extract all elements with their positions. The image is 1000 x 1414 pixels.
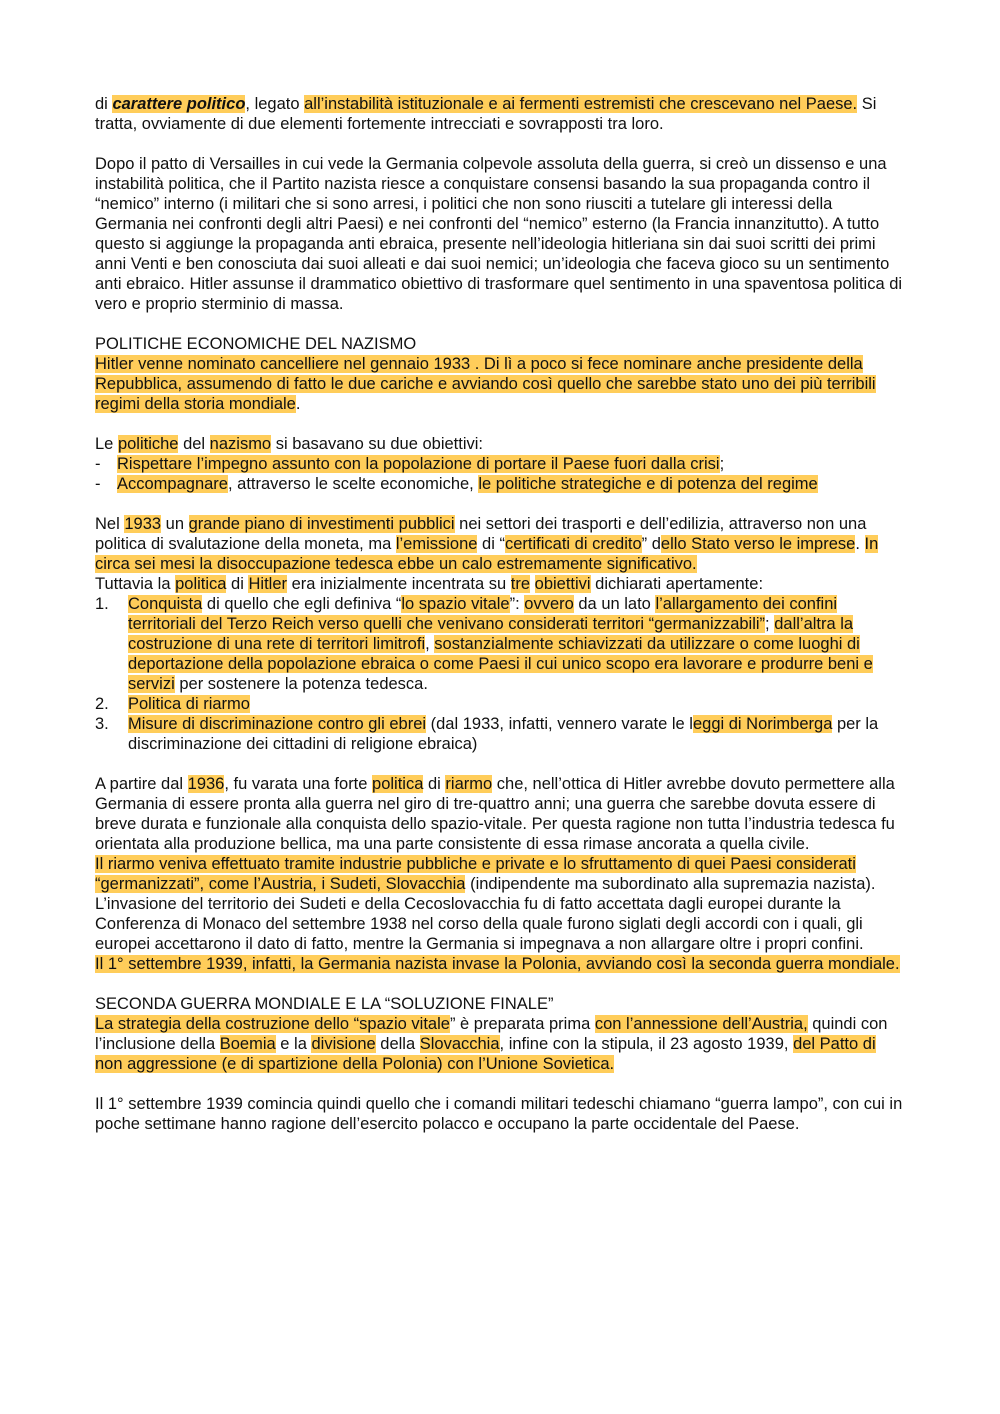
highlighted-text: eggi di Norimberga	[692, 715, 833, 733]
text-run: un	[161, 515, 189, 533]
paragraph-versailles	[95, 154, 907, 314]
highlighted-text: Hitler	[248, 575, 287, 593]
paragraph-three-objectives	[95, 574, 907, 594]
text-run: quindi con l’inclusione della	[95, 1015, 888, 1053]
highlighted-text: In circa sei mesi la disoccupazione tedesca ebbe un calo estremamente significativo.	[95, 535, 879, 573]
highlighted-text: obiettivi	[534, 575, 591, 593]
text-run: di	[423, 775, 446, 793]
list-item-text	[128, 695, 250, 713]
text-run: Il 1° settembre 1939 comincia quindi quello che i comandi militari tedeschi chiamano “guerra lampo”, con cui in poche settimane hanno ragione dell’esercito polacco e occupano la parte occidentale del Paese.	[95, 1095, 903, 1133]
text-run: Si tratta, ovviamente di due elementi fortemente intrecciati e sovrapposti tra loro.	[95, 95, 877, 133]
highlighted-text: Hitler venne nominato cancelliere nel gennaio 1933 . Di lì a poco si fece nominare anche presidente della Repubblica, assumendo di fatto le due cariche e avviando così quello che sarebbe stato uno dei più terribili regimi della storia mondiale	[95, 355, 876, 413]
text-run: ”:	[509, 595, 525, 613]
highlighted-text: carattere politico	[112, 95, 246, 113]
highlighted-text: l’emissione	[395, 535, 478, 553]
text-run: di quello che egli definiva “	[202, 595, 402, 613]
list-item	[95, 454, 907, 474]
text-run: di	[226, 575, 249, 593]
list-number: 3.	[95, 715, 109, 733]
highlighted-text: politiche	[117, 435, 179, 453]
highlighted-text: Slovacchia	[419, 1035, 500, 1053]
highlighted-text: politica	[175, 575, 227, 593]
list-item-text	[117, 455, 724, 473]
highlighted-text: del Patto di non aggressione (e di spartizione della Polonia) con l’Unione Sovietica.	[95, 1035, 876, 1073]
highlighted-text: lo spazio vitale	[401, 595, 510, 613]
highlighted-text: dall’altra la costruzione di una rete di territori limitrofi	[128, 615, 854, 653]
text-run: che, nell’ottica di Hitler avrebbe dovuto permettere alla Germania di essere pronta alla guerra nel giro di tre-quattro anni; una guerra che sarebbe dovuta essere di breve durata e funzionale alla conquista dello spazio-vitale. Per questa ragione non tutta l’industria tedesca fu orientata alla produzione bellica, ma una parte consistente di essa rimase ancorata a quella civile.	[95, 775, 895, 853]
text-run: A partire dal	[95, 775, 188, 793]
text-run: di	[95, 95, 113, 113]
highlighted-text: certificati di credito	[504, 535, 642, 553]
highlighted-text: riarmo	[445, 775, 493, 793]
list-item	[95, 694, 907, 714]
paragraph-two-objectives	[95, 434, 907, 454]
highlighted-text: Politica di riarmo	[128, 695, 250, 713]
text-run: .	[295, 395, 301, 413]
highlighted-text: nazismo	[209, 435, 272, 453]
highlighted-text: La strategia della costruzione dello “spazio vitale	[95, 1015, 450, 1033]
highlighted-text: tre	[510, 575, 531, 593]
paragraph-rearmament-industries	[95, 854, 907, 954]
heading-economic-policies: POLITICHE ECONOMICHE DEL NAZISMO	[95, 335, 417, 353]
text-run: , legato	[245, 95, 305, 113]
list-number: 1.	[95, 595, 109, 613]
dash-marker: -	[95, 455, 101, 473]
paragraph-blitzkrieg	[95, 1094, 907, 1134]
highlighted-text: ello Stato verso le imprese	[660, 535, 856, 553]
objectives-dash-list	[95, 454, 907, 494]
text-run: per sostenere la potenza tedesca.	[174, 675, 428, 693]
list-item	[95, 714, 907, 754]
highlighted-text: con l’annessione dell’Austria,	[594, 1015, 808, 1033]
text-run: ” è preparata prima	[449, 1015, 595, 1033]
list-number: 2.	[95, 695, 109, 713]
text-run: da un lato	[573, 595, 656, 613]
text-run: , infine con la stipula, il 23 agosto 1939,	[499, 1035, 794, 1053]
text-run: nei settori dei trasporti e dell’edilizia, attraverso non una politica di svalutazione della moneta, ma	[95, 515, 867, 553]
text-run: Tuttavia la	[95, 575, 176, 593]
highlighted-text: Misure di discriminazione contro gli ebrei	[128, 715, 427, 733]
text-run: ” d	[641, 535, 661, 553]
text-run: Le	[95, 435, 118, 453]
objectives-numbered-list	[95, 594, 907, 754]
highlighted-text: Conquista	[128, 595, 203, 613]
text-run: di “	[477, 535, 505, 553]
highlighted-text: le politiche strategiche e di potenza del regime	[478, 475, 818, 493]
text-run: , fu varata una forte	[224, 775, 373, 793]
highlighted-text: Rispettare l’impegno assunto con la popolazione di portare il Paese fuori dalla crisi	[117, 455, 720, 473]
paragraph-invasion-poland	[95, 954, 907, 974]
highlighted-text: Boemia	[219, 1035, 276, 1053]
highlighted-text: sostanzialmente schiavizzati da utilizzare o come luoghi di deportazione della popolazione ebraica o come Paesi il cui unico scopo era lavorare e produrre beni e servizi	[128, 635, 873, 693]
highlighted-text: Il riarmo veniva effettuato tramite industrie pubbliche e private e lo sfruttamento di quei Paesi considerati “germanizzati”, come l’Austria, i Sudeti, Slovacchia	[95, 855, 856, 893]
text-run: e la	[275, 1035, 312, 1053]
list-item-text	[128, 595, 873, 693]
text-run: Nel	[95, 515, 125, 533]
text-run: .	[855, 535, 865, 553]
list-item	[95, 474, 907, 494]
list-item-text	[128, 715, 878, 753]
text-run: Dopo il patto di Versailles in cui vede la Germania colpevole assoluta della guerra, si creò un dissenso e una instabilità politica, che il Partito nazista riesce a conquistare consensi basando la sua propaganda contro il “nemico” interno (i militari che si sono arresi, i politici che non sono riusciti a tutelare gli interessi della Germania nei confronti degli altri Paesi) e nei confronti del “nemico” esterno (la Francia innanzitutto). A tutto questo si aggiunge la propaganda anti ebraica, presente nell’ideologia hitleriana sin dai suoi scritti dei primi anni Venti e ben conosciuta dai suoi alleati e dai suoi nemici; un’ideologia che faceva gioco su un sentimento anti ebraico. Hitler assunse il drammatico obiettivo di trasformare quel sentimento in una spaventosa politica di vero e proprio sterminio di massa.	[95, 155, 903, 313]
highlighted-text: Il 1° settembre 1939, infatti, la Germania nazista invase la Polonia, avviando così la seconda guerra mondiale.	[95, 955, 900, 973]
text-run: (dal 1933, infatti, vennero varate le l	[426, 715, 693, 733]
text-run: era inizialmente incentrata su	[287, 575, 511, 593]
paragraph-investment-plan	[95, 514, 907, 574]
text-run: del	[178, 435, 210, 453]
list-item	[95, 594, 907, 694]
text-run: della	[375, 1035, 420, 1053]
highlighted-text: politica	[372, 775, 424, 793]
paragraph-rearmament-1936	[95, 774, 907, 854]
dash-marker: -	[95, 475, 101, 493]
text-run	[530, 575, 535, 593]
highlighted-text: all’instabilità istituzionale e ai fermenti estremisti che crescevano nel Paese.	[304, 95, 858, 113]
text-run: si basavano su due obiettivi:	[271, 435, 484, 453]
document-page	[95, 94, 907, 1154]
highlighted-text: 1936	[187, 775, 225, 793]
highlighted-text: ovvero	[524, 595, 574, 613]
list-item-text	[117, 475, 818, 493]
text-run: ;	[765, 615, 775, 633]
paragraph-hitler-chancellor	[95, 354, 907, 414]
text-run: per la discriminazione dei cittadini di religione ebraica)	[128, 715, 879, 753]
text-run: (indipendente ma subordinato alla supremazia nazista). L’invasione del territorio dei Sudeti e della Cecoslovacchia fu di fatto accettata dagli europei durante la Conferenza di Monaco del settembre 1938 nel corso della quale furono siglati degli accordi con i quali, gli europei accettarono il dato di fatto, mentre la Germania si impegnava a non allargare oltre i propri confini.	[95, 875, 876, 953]
text-run: , attraverso le scelte economiche,	[227, 475, 479, 493]
highlighted-text: divisione	[311, 1035, 376, 1053]
heading-second-world-war: SECONDA GUERRA MONDIALE E LA “SOLUZIONE FINALE”	[95, 995, 554, 1013]
highlighted-text: Accompagnare	[117, 475, 228, 493]
paragraph-political-character	[95, 94, 907, 134]
text-run: ;	[719, 455, 725, 473]
highlighted-text: l’allargamento dei confini territoriali del Terzo Reich verso quelli che venivano considerati territori “germanizzabili”	[128, 595, 838, 633]
highlighted-text: 1933	[124, 515, 162, 533]
text-run: dichiarati apertamente:	[590, 575, 764, 593]
text-run: ,	[425, 635, 435, 653]
paragraph-vital-space-strategy	[95, 1014, 907, 1074]
highlighted-text: grande piano di investimenti pubblici	[188, 515, 455, 533]
